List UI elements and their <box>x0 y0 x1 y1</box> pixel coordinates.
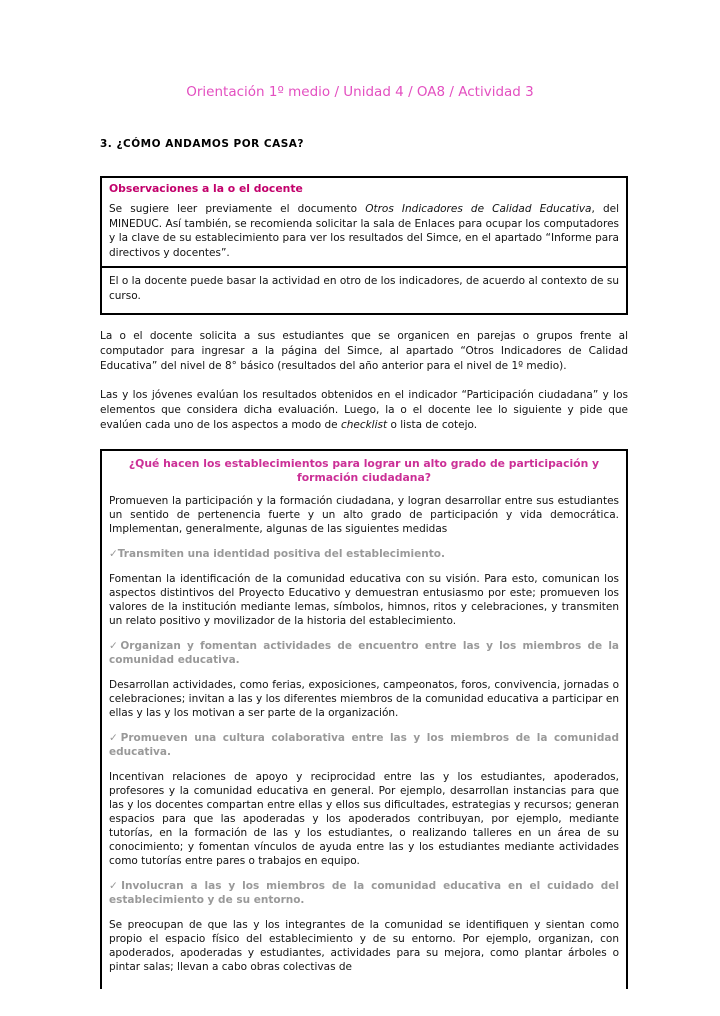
observations-paragraph-1-text-end: , del MINEDUC. Así también, se recomienda solicitar la sala de Enlaces para ocupar los computadores y la clave de su establecimiento para ver los resultados del Simce, en el apartado “Informe para directivos y docentes”. <box>109 203 620 259</box>
checklist-item-1-body: Fomentan la identificación de la comunidad educativa con su visión. Para esto, comunican los aspectos distintivos del Proyecto Educativo y demuestran entusiasmo por este; promueven los valores de la institución mediante lemas, símbolos, himnos, ritos y celebraciones, y transmiten un relato positivo y movilizador de la historia del establecimiento. <box>109 572 619 627</box>
intro-paragraph-2-italic-word: checklist <box>340 419 388 431</box>
observations-paragraph-2: El o la docente puede basar la actividad en otro de los indicadores, de acuerdo al contexto de su curso. <box>109 275 619 302</box>
checklist-item-4-body: Se preocupan de que las y los integrantes de la comunidad se identifiquen y sientan como propio el espacio físico del establecimiento y de su entorno. Por ejemplo, organizan, con apoderados, apoderadas y estudiantes, actividades para su mejora, como plantar árboles o pintar salas; llevan a cabo obras colectivas de <box>109 918 619 973</box>
observations-paragraph-1 <box>109 202 619 260</box>
observations-paragraph-1-text: Se sugiere leer previamente el documento <box>109 203 366 215</box>
page-title: Orientación 1º medio / Unidad 4 / OA8 / Actividad 3 <box>186 84 534 100</box>
observations-box-title: Observaciones a la o el docente <box>109 182 303 195</box>
teacher-observations-box <box>100 176 628 315</box>
intro-paragraph-1: La o el docente solicita a sus estudiantes que se organicen en parejas o grupos frente al computador para ingresar a la página del Simce, al apartado “Otros Indicadores de Calidad Educativa” del nivel de 8° básico (resultados del año anterior para el nivel de 1º medio). <box>100 330 628 372</box>
checklist-item-4-heading: ✓Involucran a las y los miembros de la comunidad educativa en el cuidado del establecimiento y de su entorno. <box>109 879 619 906</box>
content-column <box>100 138 628 989</box>
section-heading: 3. ¿CÓMO ANDAMOS POR CASA? <box>100 138 305 150</box>
observations-paragraph-1-italic-title: Otros Indicadores de Calidad Educativa <box>365 203 592 215</box>
observations-box-divider <box>102 266 626 268</box>
checklist-item-3-body: Incentivan relaciones de apoyo y reciprocidad entre las y los estudiantes, apoderados, profesores y la comunidad educativa en general. Por ejemplo, desarrollan instancias para que las y los docentes compartan entre ellas y ellos sus dificultades, estrategias y recursos; generan espacios para que las apoderadas y los apoderados contribuyan, por ejemplo, mediante tutorías, en la formación de las y los estudiantes, o realizando talleres en un área de su conocimiento; y fomentan vínculos de ayuda entre las y los estudiantes mediante actividades como tutorías entre pares o trabajos en equipo. <box>109 770 619 867</box>
checklist-item-3-heading: ✓Promueven una cultura colaborativa entre las y los miembros de la comunidad educativa. <box>109 731 619 758</box>
intro-paragraph-2 <box>100 388 628 433</box>
intro-paragraph-2-text-end: o lista de cotejo. <box>387 419 478 431</box>
checklist-item-1-heading: ✓Transmiten una identidad positiva del establecimiento. <box>109 548 445 560</box>
document-page <box>0 84 720 989</box>
participation-box-title: ¿Qué hacen los establecimientos para lograr un alto grado de participación y formación ciudadana? <box>128 457 600 484</box>
intro-paragraph-2-text: Las y los jóvenes evalúan los resultados obtenidos en el indicador “Participación ciudadana” y los elementos que considera dicha evaluación. Luego, la o el docente lee lo siguiente y pide que evalúen cada uno de los aspectos a modo de <box>100 389 628 431</box>
checklist-item-2-heading: ✓Organizan y fomentan actividades de encuentro entre las y los miembros de la comunidad educativa. <box>109 639 619 666</box>
participation-criteria-box <box>100 449 628 989</box>
participation-box-intro: Promueven la participación y la formación ciudadana, y logran desarrollar entre sus estudiantes un sentido de pertenencia fuerte y un alto grado de participación y vida democrática. Implementan, generalmente, algunas de las siguientes medidas <box>109 495 619 535</box>
checklist-item-2-body: Desarrollan actividades, como ferias, exposiciones, campeonatos, foros, convivencia, jornadas o celebraciones; invitan a las y los diferentes miembros de la comunidad educativa a participar en ellas y las y los motivan a ser parte de la organización. <box>109 678 619 719</box>
